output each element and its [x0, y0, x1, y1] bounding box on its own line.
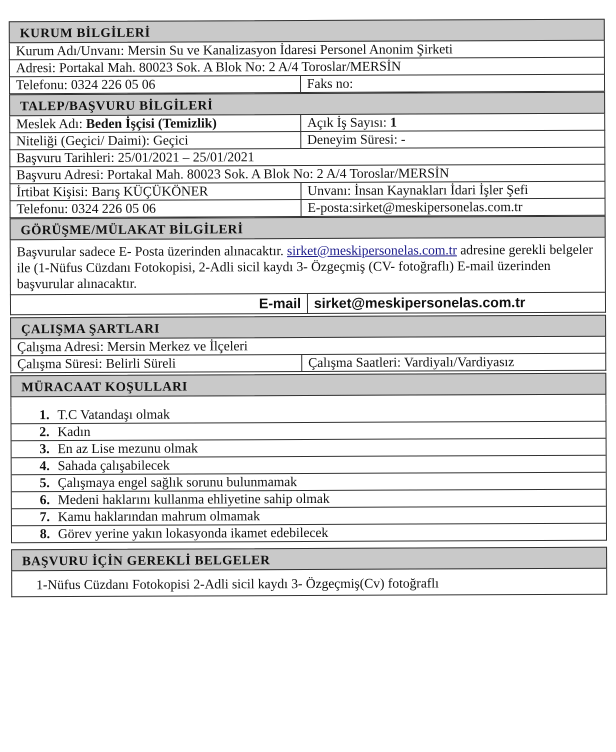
calisma-time-row: [10, 354, 606, 374]
calisma-adresi: Çalışma Adresi: Mersin Merkez ve İlçeleri: [17, 338, 248, 355]
kurum-name: Kurum Adı/Unvanı: Mersin Su ve Kanalizasyon İdaresi Personel Anonim Şirketi: [15, 41, 453, 59]
acik-is-value: 1: [390, 114, 397, 130]
section-gorusme-header: GÖRÜŞME/MÜLAKAT BİLGİLERİ: [10, 216, 606, 241]
kurum-address: Adresi: Portakal Mah. 80023 Sok. A Blok No: 2 A/4 Toroslar/MERSİN: [15, 58, 402, 76]
list-item: 2. Kadın: [12, 422, 606, 442]
section-muracaat-header: MÜRACAAT KOŞULLARI: [10, 373, 606, 398]
gorusme-paragraph: [10, 238, 606, 296]
list-item: 6. Medeni haklarını kullanma ehliyetine sahip olmak: [12, 490, 606, 510]
section-calisma-header: ÇALIŞMA ŞARTLARI: [10, 315, 606, 340]
meslek-cell: [10, 115, 300, 132]
email-label: E-mail: [258, 295, 302, 312]
irtibat-kisisi: İrtibat Kişisi: Barış KÜÇÜKÖNER: [16, 183, 209, 200]
basvuru-tarihleri: Başvuru Tarihleri: 25/01/2021 – 25/01/2021: [16, 149, 255, 166]
calisma-suresi: Çalışma Süresi: Belirli Süreli: [17, 355, 176, 372]
section-belgeler-header: BAŞVURU İÇİN GEREKLİ BELGELER: [11, 547, 607, 572]
list-item: 5. Çalışmaya engel sağlık sorunu bulunmamak: [12, 473, 606, 493]
list-item: 7. Kamu haklarından mahrum olmamak: [12, 507, 606, 527]
list-item: 3. En az Lise mezunu olmak: [12, 439, 606, 459]
talep-email: E-posta:sirket@meskipersonelas.com.tr: [301, 199, 605, 216]
acik-is-cell: [300, 114, 604, 131]
job-posting-document: [9, 19, 608, 598]
meslek-label: Meslek Adı:: [16, 115, 86, 132]
email-link[interactable]: sirket@meskipersonelas.com.tr: [286, 242, 457, 259]
unvani: Unvanı: İnsan Kaynakları İdari İşler Şefi: [300, 182, 604, 199]
basvuru-adresi: Başvuru Adresi: Portakal Mah. 80023 Sok. A Blok No: 2 A/4 Toroslar/MERSİN: [16, 165, 450, 183]
kurum-fax: Faks no:: [300, 75, 604, 92]
muracaat-list: [10, 405, 607, 544]
list-item: 4. Sahada çalışabilecek: [12, 456, 606, 476]
meslek-value: Beden İşçisi (Temizlik): [85, 115, 217, 131]
nitelik: Niteliği (Geçici/ Daimi): Geçici: [16, 132, 189, 149]
deneyim: Deneyim Süresi: -: [300, 131, 604, 148]
belgeler-text: 1-Nüfus Cüzdanı Fotokopisi 2-Adli sicil kaydı 3- Özgeçmiş(Cv) fotoğraflı: [11, 569, 607, 598]
list-item: 1. T.C Vatandaşı olmak: [11, 405, 605, 425]
gorusme-text-before: Başvurular sadece E- Posta üzerinden alınacaktır.: [16, 243, 288, 260]
calisma-saatleri: Çalışma Saatleri: Vardiyalı/Vardiyasız: [301, 354, 605, 371]
email-value: sirket@meskipersonelas.com.tr: [307, 293, 605, 313]
gorusme-text-after: adresine gerekli belgeler ile (1-Nüfus Cüzdanı Fotokopisi, 2-Adli sicil kaydı 3- Özgeçmiş (CV- fotoğraflı) E-mail üzerinden başvurular alınacaktır.: [16, 241, 594, 292]
email-row: [10, 293, 606, 316]
section-talep-header: TALEP/BAŞVURU BİLGİLERİ: [9, 92, 605, 117]
acik-is-label: Açık İş Sayısı:: [307, 114, 391, 131]
section-kurum-header: KURUM BİLGİLERİ: [9, 19, 605, 44]
talep-phone: Telefonu: 0324 226 05 06: [16, 200, 156, 217]
kurum-phone: Telefonu: 0324 226 05 06: [15, 76, 156, 93]
list-item: 8. Görev yerine yakın lokasyonda ikamet edebilecek: [12, 524, 606, 544]
